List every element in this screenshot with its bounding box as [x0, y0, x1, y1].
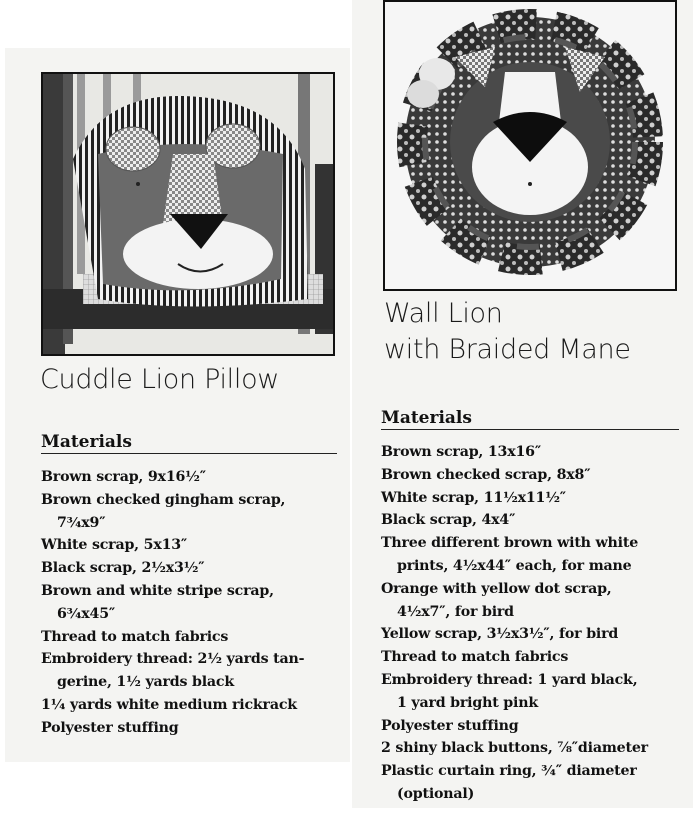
material-line: Thread to match fabrics [381, 649, 569, 666]
material-item [381, 464, 686, 487]
material-line: Black scrap, 4x4″ [381, 512, 516, 529]
material-line: Plastic curtain ring, ¾″ diameter [381, 763, 637, 780]
material-line: Polyester stuffing [381, 717, 519, 734]
material-item [381, 669, 686, 715]
material-item [381, 532, 686, 578]
material-item [41, 694, 341, 717]
material-line-continued: (optional) [397, 785, 475, 802]
material-item [41, 557, 341, 580]
wall-lion-materials-rule [381, 429, 679, 430]
material-line: Brown checked scrap, 8x8″ [381, 466, 591, 483]
material-line: Brown scrap, 9x16½″ [41, 469, 206, 485]
material-line: Brown scrap, 13x16″ [381, 444, 541, 460]
pillow-illustration [43, 74, 333, 354]
wall-lion-panel [352, 0, 693, 808]
cuddle-lion-pillow-photo [41, 72, 335, 356]
wall-lion-title-line1: Wall Lion [384, 298, 503, 329]
material-line: Orange with yellow dot scrap, [381, 580, 612, 597]
wall-lion-materials-list [381, 441, 686, 806]
material-line: 1¼ yards white medium rickrack [41, 696, 297, 713]
material-item [41, 648, 341, 694]
wall-lion-photo [383, 0, 677, 291]
material-line: Thread to match fabrics [41, 628, 229, 645]
material-item [381, 509, 686, 532]
material-line-continued: gerine, 1½ yards black [57, 674, 234, 691]
material-item [381, 623, 686, 646]
pillow-materials-heading: Materials [41, 432, 132, 452]
material-line: Black scrap, 2½x3½″ [41, 560, 205, 577]
material-item [41, 466, 341, 489]
material-item [41, 580, 341, 626]
material-line: White scrap, 5x13″ [41, 537, 188, 554]
material-item [381, 487, 686, 510]
material-item [381, 737, 686, 760]
pillow-materials-list [41, 466, 341, 740]
wall-lion-title-line2: with Braided Mane [384, 334, 631, 365]
pillow-materials-rule [41, 453, 337, 454]
material-line: White scrap, 11½x11½″ [381, 489, 566, 506]
material-item [381, 578, 686, 624]
material-line: Brown checked gingham scrap, [41, 491, 286, 508]
wreath-illustration [385, 2, 675, 289]
cuddle-lion-pillow-panel [5, 48, 350, 762]
material-item [381, 760, 686, 806]
material-item [381, 441, 686, 464]
pillow-title: Cuddle Lion Pillow [40, 364, 280, 395]
material-item [41, 489, 341, 535]
material-item [381, 715, 686, 738]
material-line-continued: 4½x7″, for bird [397, 603, 514, 620]
material-line: Three different brown with white [381, 535, 639, 552]
wall-lion-materials-heading: Materials [381, 408, 472, 428]
material-line: Yellow scrap, 3½x3½″, for bird [381, 626, 619, 643]
material-line: Embroidery thread: 1 yard black, [381, 671, 638, 688]
material-item [381, 646, 686, 669]
material-line: Polyester stuffing [41, 719, 179, 736]
material-line: 2 shiny black buttons, ⅞″diameter [381, 740, 648, 757]
wall-lion-title [384, 296, 631, 368]
material-line-continued: 6¾x45″ [57, 605, 116, 622]
material-line-continued: 7¾x9″ [57, 514, 106, 531]
material-item [41, 626, 341, 649]
material-item [41, 534, 341, 557]
material-line: Brown and white stripe scrap, [41, 582, 274, 599]
material-line-continued: prints, 4½x44″ each, for mane [397, 557, 632, 574]
material-item [41, 717, 341, 740]
material-line-continued: 1 yard bright pink [397, 694, 538, 711]
material-line: Embroidery thread: 2½ yards tan- [41, 651, 305, 668]
